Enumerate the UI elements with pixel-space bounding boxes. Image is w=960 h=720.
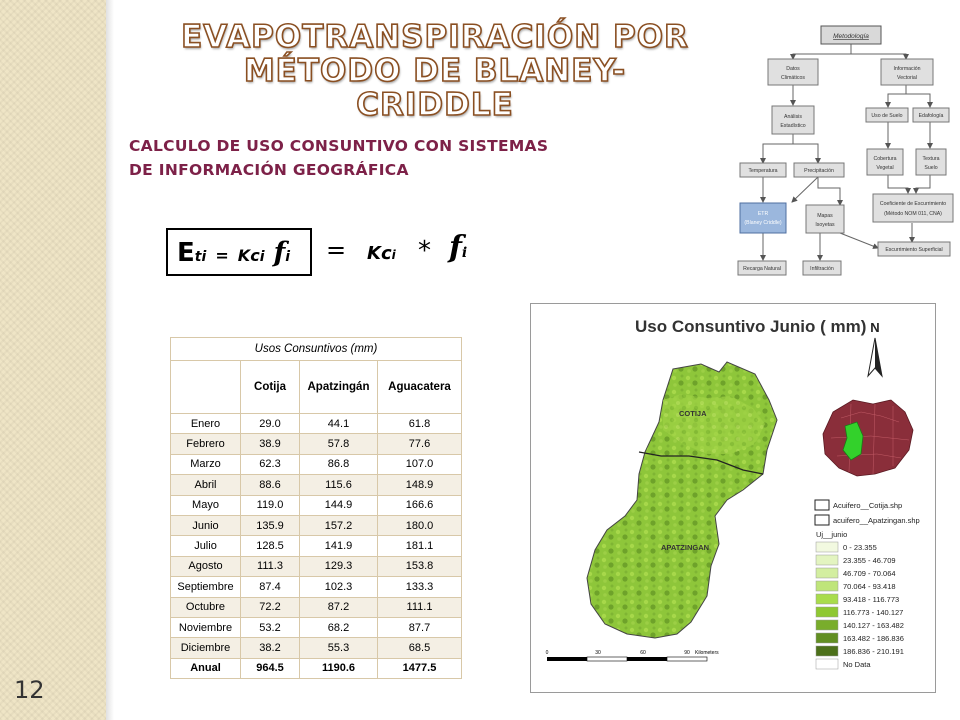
total-cell: 1477.5 (378, 658, 462, 678)
month-cell: Noviembre (171, 617, 241, 637)
legend-class-swatch (816, 659, 838, 669)
map-canvas (531, 304, 935, 692)
value-cell: 135.9 (241, 515, 300, 535)
legend-swatch-cotija (815, 500, 829, 510)
flow-coef-1: Coeficiente de Escurrimiento (879, 201, 947, 207)
legend-layer-apatzingan: acuifero__Apatzingan.shp (833, 516, 920, 525)
scale-bar (546, 650, 720, 661)
flow-mapas-2: Isoyetas (815, 222, 835, 228)
slide-subtitle (129, 134, 689, 182)
table-header-aguacatera: Aguacatera (378, 361, 462, 414)
legend-classes (816, 542, 904, 669)
table-row (171, 475, 462, 495)
value-cell: 61.8 (378, 414, 462, 434)
table-row (171, 515, 462, 535)
table-row (171, 617, 462, 637)
value-cell: 111.3 (241, 556, 300, 576)
value-cell: 88.6 (241, 475, 300, 495)
legend-class-swatch (816, 555, 838, 565)
month-cell: Marzo (171, 454, 241, 474)
formula-box-f-sub: i (285, 249, 290, 265)
value-cell: 111.1 (378, 597, 462, 617)
slide-title (170, 20, 700, 122)
value-cell: 53.2 (241, 617, 300, 637)
scale-unit: Kilometers (695, 650, 719, 656)
table-total-row (171, 658, 462, 678)
formula-kc-text: Kc (367, 243, 392, 264)
legend-class-swatch (816, 594, 838, 604)
flow-analisis-2: Estadístico (780, 123, 806, 129)
value-cell: 107.0 (378, 454, 462, 474)
formula-e: E (177, 238, 195, 268)
map-label-cotija: COTIJA (679, 409, 707, 418)
legend-class-swatch (816, 620, 838, 630)
formula-box-equals: = (215, 246, 229, 265)
flow-temp: Temperatura (748, 168, 778, 174)
value-cell: 181.1 (378, 536, 462, 556)
table-row (171, 536, 462, 556)
scale-label-90: 90 (684, 650, 690, 656)
scale-label-30: 30 (595, 650, 601, 656)
legend-class-label: 0 - 23.355 (843, 543, 877, 552)
value-cell: 153.8 (378, 556, 462, 576)
value-cell: 102.3 (300, 577, 378, 597)
total-cell: 964.5 (241, 658, 300, 678)
sidebar-decoration (0, 0, 106, 720)
subtitle-line-2: DE INFORMACIÓN GEOGRÁFICA (129, 161, 409, 179)
total-cell: 1190.6 (300, 658, 378, 678)
value-cell: 129.3 (300, 556, 378, 576)
value-cell: 133.3 (378, 577, 462, 597)
flow-recarga: Recarga Natural (743, 266, 781, 272)
table-header-empty (171, 361, 241, 414)
formula-kc (367, 243, 396, 264)
table-caption: Usos Consuntivos (mm) (171, 338, 462, 361)
flow-mapas-1: Mapas (817, 213, 833, 219)
map-title: Uso Consuntivo Junio ( mm) (635, 317, 867, 336)
formula-ti: ti (194, 249, 207, 265)
value-cell: 128.5 (241, 536, 300, 556)
flow-datos-2: Climáticos (781, 75, 805, 81)
legend-class-swatch (816, 607, 838, 617)
value-cell: 119.0 (241, 495, 300, 515)
flow-info-2: Vectorial (897, 75, 917, 81)
legend-swatch-apatzingan (815, 515, 829, 525)
inset-state-map (823, 400, 913, 476)
value-cell: 144.9 (300, 495, 378, 515)
value-cell: 86.8 (300, 454, 378, 474)
legend-class-swatch (816, 633, 838, 643)
consumptive-use-table (170, 337, 462, 679)
legend-class-label: 23.355 - 46.709 (843, 556, 896, 565)
value-cell: 141.9 (300, 536, 378, 556)
legend-class-swatch (816, 542, 838, 552)
table-header-apatzingan: Apatzingán (300, 361, 378, 414)
flow-escurr: Escurrimiento Superficial (885, 247, 943, 253)
flow-etr-2: (Blaney Criddle) (744, 220, 782, 226)
flow-etr-1: ETR (757, 211, 769, 217)
value-cell: 87.7 (378, 617, 462, 637)
month-cell: Octubre (171, 597, 241, 617)
slide-number: 12 (14, 676, 45, 704)
value-cell: 77.6 (378, 434, 462, 454)
table-row (171, 414, 462, 434)
value-cell: 166.6 (378, 495, 462, 515)
value-cell: 62.3 (241, 454, 300, 474)
formula-box-f: f (273, 237, 286, 268)
flow-info-1: Información (893, 66, 921, 72)
flow-edafo: Edafología (918, 113, 944, 119)
legend-class-label: 140.127 - 163.482 (843, 621, 904, 630)
month-cell: Diciembre (171, 638, 241, 658)
formula-box-kc-sub: i (259, 249, 265, 265)
legend-class-label: 46.709 - 70.064 (843, 569, 896, 578)
table-row (171, 638, 462, 658)
flow-title: Metodología (833, 33, 869, 40)
formula-box-kc: Kc (237, 246, 260, 265)
value-cell: 38.2 (241, 638, 300, 658)
sidebar-shadow (106, 0, 114, 720)
map-label-apatzingan: APATZINGAN (661, 543, 710, 552)
formula-f-sub: i (461, 245, 468, 261)
legend-class-label: 116.773 - 140.127 (843, 608, 904, 617)
formula-box (166, 228, 312, 276)
month-cell: Abril (171, 475, 241, 495)
formula-box-text (177, 237, 290, 268)
flow-textura-2: Suelo (924, 165, 938, 171)
table-header-cotija: Cotija (241, 361, 300, 414)
subtitle-line-1: CALCULO DE USO CONSUNTIVO CON SISTEMAS (129, 137, 549, 155)
legend-layer-cotija: Acuifero__Cotija.shp (833, 501, 903, 510)
month-cell: Julio (171, 536, 241, 556)
flow-cobertura-2: Vegetal (876, 165, 894, 171)
value-cell: 87.4 (241, 577, 300, 597)
month-cell: Agosto (171, 556, 241, 576)
value-cell: 72.2 (241, 597, 300, 617)
title-line-1: EVAPOTRANSPIRACIÓN POR (181, 19, 689, 55)
legend-class-label: No Data (843, 660, 871, 669)
table-row (171, 454, 462, 474)
month-cell: Septiembre (171, 577, 241, 597)
formula-equals: = (326, 236, 347, 264)
formula-f-text: f (449, 230, 462, 265)
scale-label-0: 0 (545, 650, 549, 656)
flow-datos-1: Datos (786, 66, 800, 72)
methodology-flowchart (730, 22, 956, 290)
table-row (171, 434, 462, 454)
value-cell: 38.9 (241, 434, 300, 454)
formula-kc-sub: i (391, 248, 396, 262)
scale-label-60: 60 (640, 650, 646, 656)
month-cell: Mayo (171, 495, 241, 515)
formula-fi (449, 230, 467, 265)
value-cell: 68.5 (378, 638, 462, 658)
total-label: Anual (171, 658, 241, 678)
legend-class-label: 70.064 - 93.418 (843, 582, 896, 591)
flow-analisis-1: Análisis (784, 114, 802, 120)
month-cell: Junio (171, 515, 241, 535)
legend-class-swatch (816, 581, 838, 591)
value-cell: 180.0 (378, 515, 462, 535)
consumptive-use-map (530, 303, 936, 693)
legend-class-label: 163.482 - 186.836 (843, 634, 904, 643)
legend-class-label: 93.418 - 116.773 (843, 595, 900, 604)
flow-coef-2: (Método NOM 011, CNA) (884, 211, 942, 217)
value-cell: 148.9 (378, 475, 462, 495)
table-row (171, 597, 462, 617)
table-row (171, 495, 462, 515)
value-cell: 68.2 (300, 617, 378, 637)
value-cell: 29.0 (241, 414, 300, 434)
legend-field: Uj__junio (816, 530, 848, 539)
formula-times: * (418, 236, 431, 266)
flow-infil: Infiltración (810, 266, 834, 272)
month-cell: Febrero (171, 434, 241, 454)
flow-textura-1: Textura (922, 156, 940, 162)
flow-cobertura-1: Cobertura (873, 156, 897, 162)
legend-class-label: 186.836 - 210.191 (843, 647, 904, 656)
value-cell: 44.1 (300, 414, 378, 434)
table-row (171, 556, 462, 576)
value-cell: 157.2 (300, 515, 378, 535)
north-label: N (870, 320, 880, 335)
month-cell: Enero (171, 414, 241, 434)
title-line-2: MÉTODO DE BLANEY-CRIDDLE (243, 53, 627, 123)
value-cell: 55.3 (300, 638, 378, 658)
value-cell: 57.8 (300, 434, 378, 454)
flow-prec: Precipitación (804, 168, 834, 174)
legend-class-swatch (816, 568, 838, 578)
value-cell: 87.2 (300, 597, 378, 617)
flow-uso: Uso de Suelo (871, 113, 903, 119)
legend-class-swatch (816, 646, 838, 656)
value-cell: 115.6 (300, 475, 378, 495)
table-row (171, 577, 462, 597)
